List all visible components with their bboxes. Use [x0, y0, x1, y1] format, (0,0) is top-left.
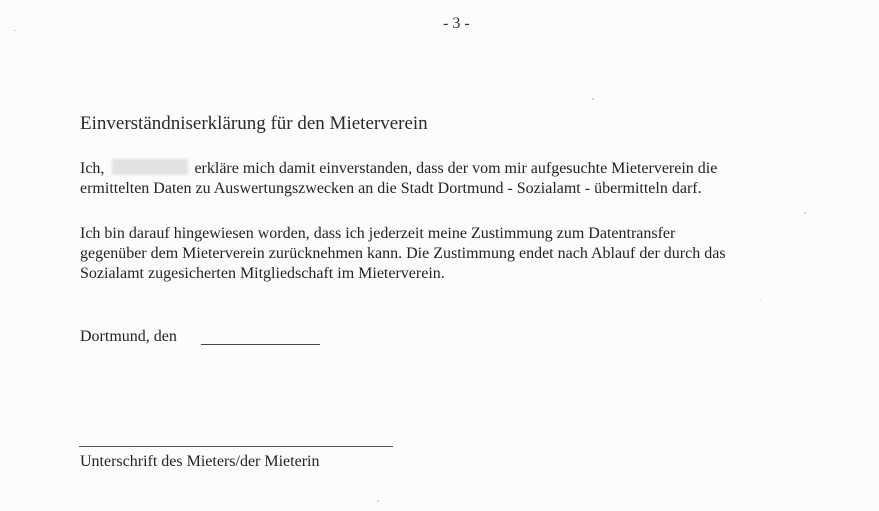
scan-speck: [377, 500, 379, 502]
date-label: Dortmund, den: [80, 328, 177, 345]
withdrawal-line-2: gegenüber dem Mieterverein zurücknehmen kann. Die Zustimmung endet nach Ablauf der durch das: [80, 245, 726, 262]
signature-caption: Unterschrift des Mieters/der Mieterin: [80, 453, 320, 470]
scan-speck: [804, 212, 806, 214]
page-number: - 3 -: [443, 15, 470, 32]
consent-paragraph: [80, 159, 717, 199]
consent-line-1-start: Ich,: [80, 160, 105, 177]
consent-line-1: [80, 159, 717, 179]
consent-line-2: ermittelten Daten zu Auswertungszwecken an die Stadt Dortmund - Sozialamt - übermitteln darf.: [80, 180, 702, 197]
scan-speck: [760, 300, 761, 301]
withdrawal-line-3: Sozialamt zugesicherten Mitgliedschaft im Mieterverein.: [80, 265, 445, 282]
withdrawal-paragraph: [80, 224, 726, 284]
date-blank-line: [201, 344, 320, 345]
consent-line-1-end: erkläre mich damit einverstanden, dass der vom mir aufgesuchte Mieterverein die: [194, 160, 718, 177]
withdrawal-line-1: Ich bin darauf hingewiesen worden, dass ich jederzeit meine Zustimmung zum Datentransfer: [80, 225, 676, 242]
signature-line: [79, 446, 393, 447]
scan-speck: [14, 30, 16, 31]
scan-speck: [592, 98, 594, 100]
document-heading: Einverständniserklärung für den Mieterverein: [80, 113, 428, 134]
redacted-name: [112, 159, 188, 175]
